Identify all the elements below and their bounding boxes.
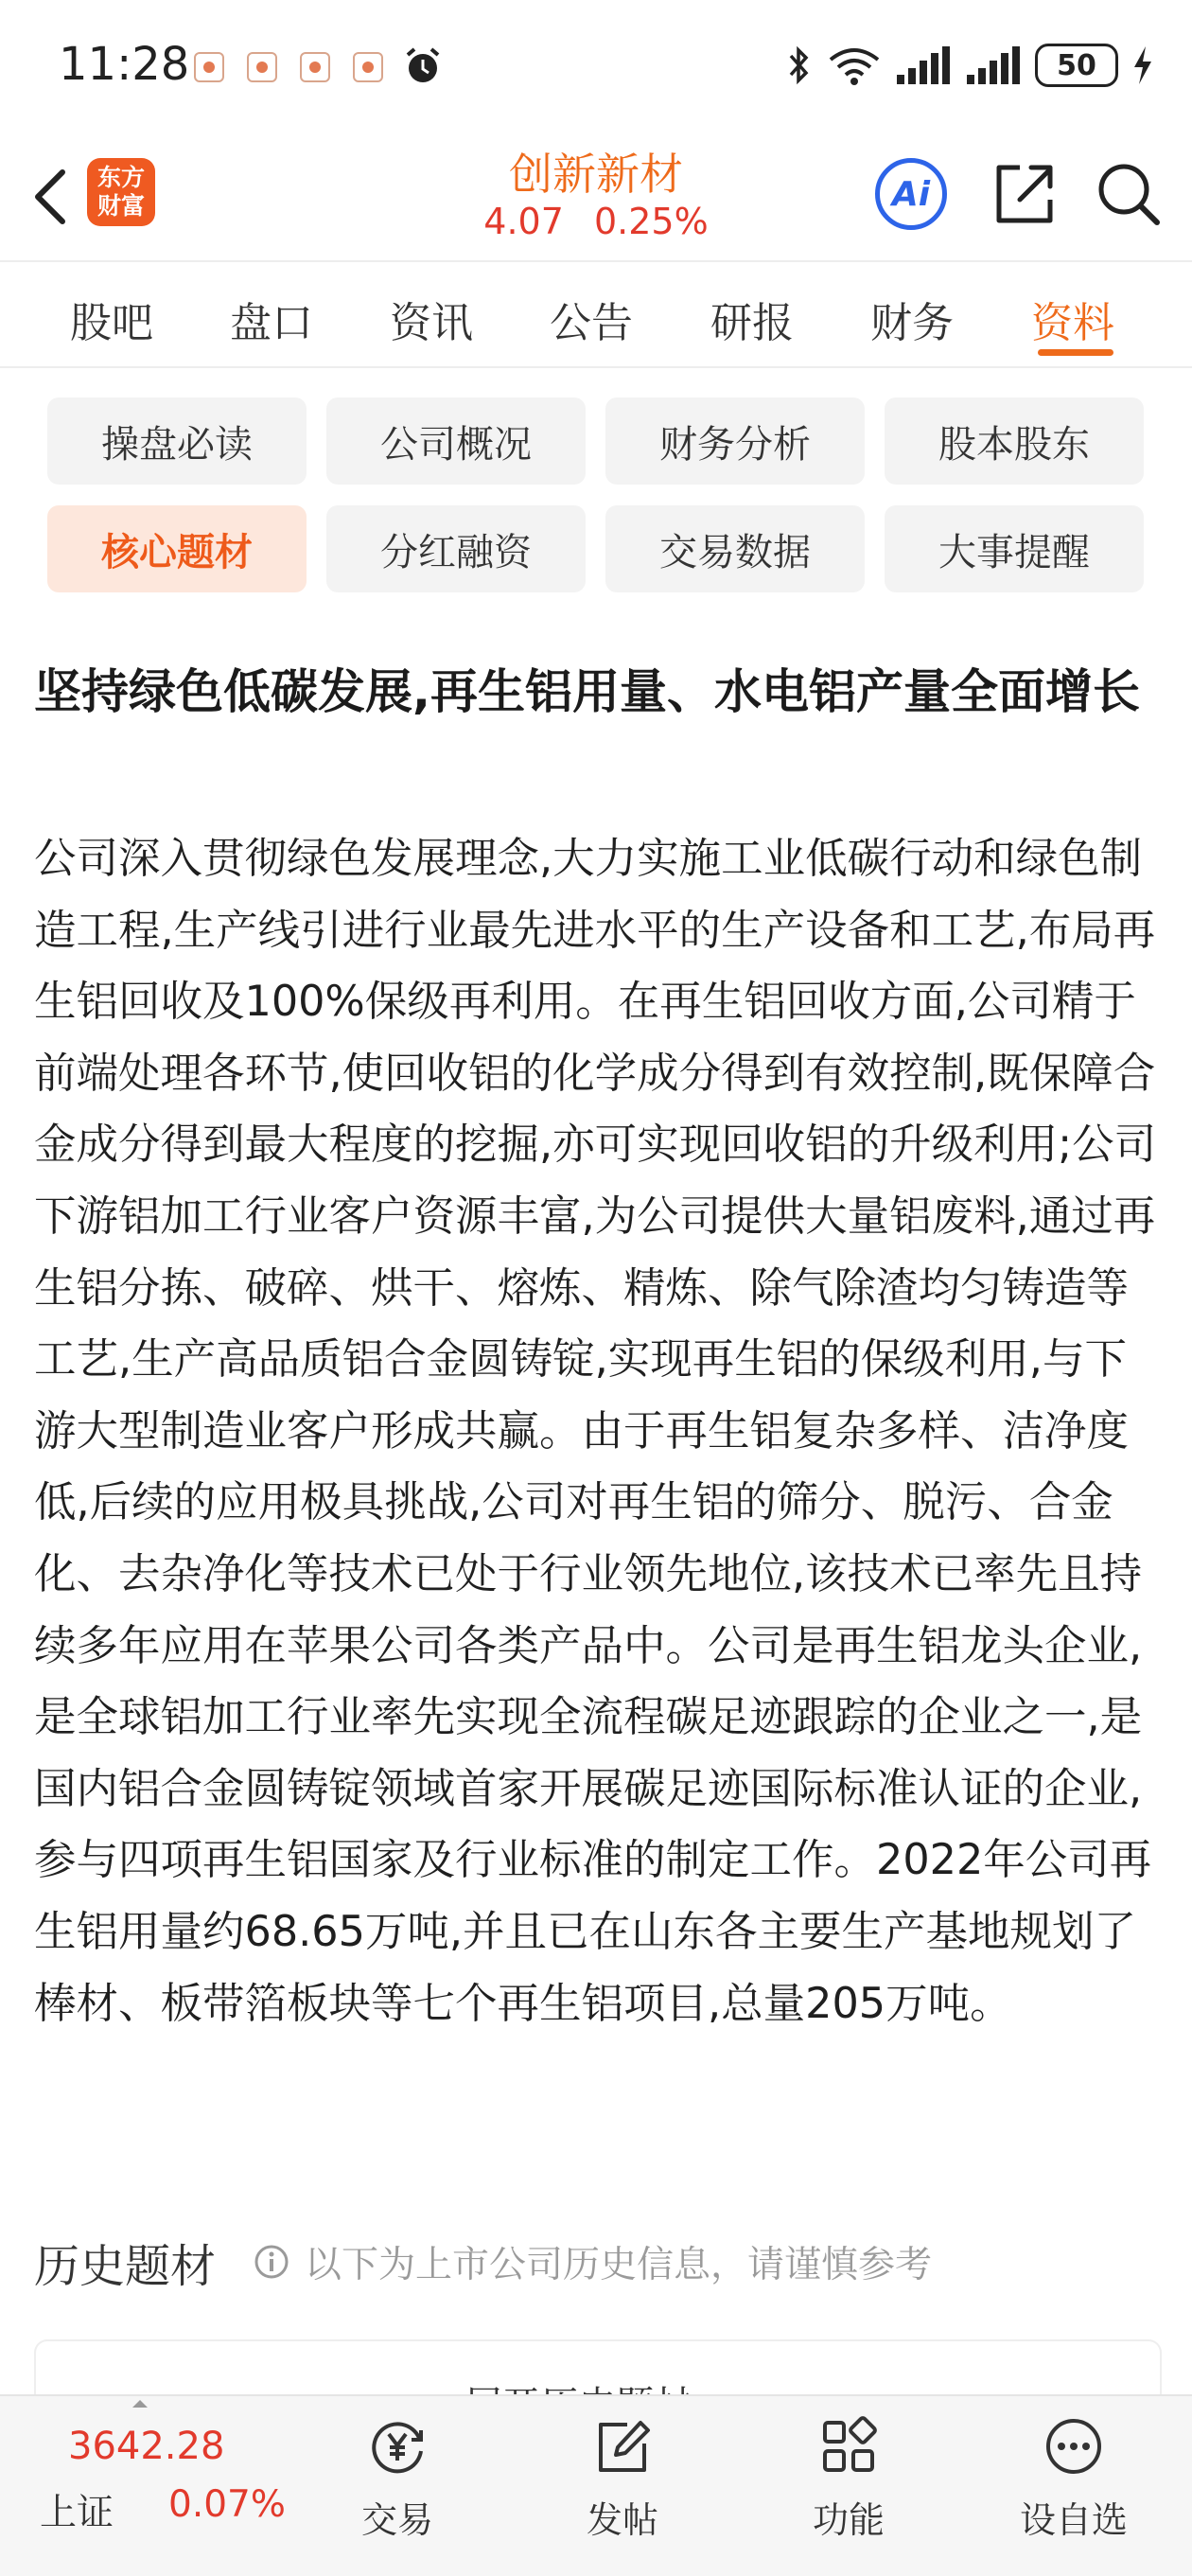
index-name[interactable]: 上证	[40, 2492, 114, 2534]
history-disclaimer: 以下为上市公司历史信息，请谨慎参考	[305, 2244, 933, 2286]
stock-name: 创新新材	[509, 149, 683, 200]
post-label: 发帖	[586, 2499, 658, 2541]
tab-guba[interactable]: 股吧	[70, 299, 153, 347]
history-section-header	[34, 2224, 1160, 2300]
post-edit-icon	[589, 2413, 656, 2479]
search-icon[interactable]	[1093, 158, 1165, 230]
stock-change-pct: 0.25%	[593, 201, 709, 242]
post-button[interactable]	[552, 2413, 693, 2543]
notification-icon	[247, 52, 277, 82]
functions-label: 功能	[812, 2499, 885, 2541]
chip-shareholders[interactable]: 股本股东	[885, 397, 1144, 485]
section-tabs	[0, 260, 1192, 368]
tab-profile[interactable]: 资料	[1031, 299, 1114, 347]
signal-icon	[895, 44, 952, 86]
add-watchlist-button[interactable]	[1003, 2413, 1145, 2543]
ai-assistant-button[interactable]	[875, 158, 947, 230]
tab-finance[interactable]: 财务	[870, 299, 954, 347]
chip-dividends-financing[interactable]: 分红融资	[326, 505, 586, 592]
wifi-icon	[827, 44, 882, 86]
tab-research[interactable]: 研报	[710, 299, 794, 347]
stock-price: 4.07	[483, 201, 564, 242]
share-icon[interactable]	[988, 158, 1060, 230]
tab-pankou[interactable]: 盘口	[230, 299, 313, 347]
chip-company-overview[interactable]: 公司概况	[326, 397, 586, 485]
notification-icon	[353, 52, 383, 82]
caret-up-icon[interactable]	[131, 2398, 149, 2409]
theme-body: 公司深入贯彻绿色发展理念,大力实施工业低碳行动和绿色制造工程,生产线引进行业最先进水平的生产设备和工艺,布局再生铝回收及100%保级再利用。在再生铝回收方面,公司精于前端处理各环节,使回收铝的化学成分得到有效控制,既保障合金成分得到最大程度的挖掘,亦可实现回收铝的升级利用;公司下游铝加工行业客户资源丰富,为公司提供大量铝废料,通过再生铝分拣、破碎、烘干、熔炼、精炼、除气除渣均匀铸造等工艺,生产高品质铝合金圆铸锭,实现再生铝的保级利用,与下游大型制造业客户形成共赢。由于再生铝复杂多样、洁净度低,后续的应用极具挑战,公司对再生铝的筛分、脱污、合金化、去杂净化等技术已处于行业领先地位,该技术已率先且持续多年应用在苹果公司各类产品中。公司是再生铝龙头企业,是全球铝加工行业率先实现全流程碳足迹跟踪的企业之一,是国内铝合金圆铸锭领域首家开展碳足迹国际标准认证的企业,参与四项再生铝国家及行业标准的制定工作。2022年公司再生铝用量约68.65万吨,并且已在山东各主要生产基地规划了棒材、板带箔板块等七个再生铝项目,总量205万吨。	[34, 835, 1157, 2028]
trade-label: 交易	[360, 2499, 433, 2541]
info-icon	[254, 2244, 289, 2280]
tab-news[interactable]: 资讯	[390, 299, 473, 347]
bluetooth-icon	[785, 44, 814, 86]
status-right	[785, 44, 1154, 87]
stock-header	[0, 132, 1192, 262]
functions-button[interactable]	[778, 2413, 920, 2543]
chip-event-reminders[interactable]: 大事提醒	[885, 505, 1144, 592]
notification-icon	[194, 52, 224, 82]
index-value[interactable]: 3642.28	[68, 2425, 225, 2468]
chip-trading-data[interactable]: 交易数据	[605, 505, 865, 592]
signal-icon	[965, 44, 1022, 86]
alarm-icon	[402, 45, 444, 87]
trade-button[interactable]	[326, 2413, 468, 2543]
index-change[interactable]: 0.07%	[168, 2483, 286, 2526]
theme-title: 坚持绿色低碳发展,再生铝用量、水电铝产量全面增长	[34, 664, 1140, 719]
chip-financial-analysis[interactable]: 财务分析	[605, 397, 865, 485]
battery-indicator: 50	[1035, 44, 1118, 87]
logo-text: 东方 财富	[96, 164, 145, 220]
chip-core-themes[interactable]: 核心题材	[47, 505, 307, 592]
notification-icons	[194, 52, 383, 82]
status-time: 11:28	[59, 38, 190, 91]
status-bar	[0, 0, 1192, 132]
more-dots-icon	[1041, 2413, 1107, 2479]
history-title: 历史题材	[34, 2239, 217, 2293]
notification-icon	[300, 52, 330, 82]
bottom-bar	[0, 2394, 1192, 2576]
charging-icon	[1131, 44, 1154, 86]
tab-announcements[interactable]: 公告	[550, 299, 633, 347]
expand-history-card[interactable]	[34, 2339, 1162, 2398]
trade-yen-icon	[364, 2413, 430, 2479]
add-watchlist-label: 设自选	[1019, 2499, 1128, 2541]
grid-apps-icon	[815, 2413, 882, 2479]
ai-label: Ai	[891, 174, 931, 214]
active-tab-indicator	[1038, 349, 1113, 356]
chip-trading-guide[interactable]: 操盘必读	[47, 397, 307, 485]
